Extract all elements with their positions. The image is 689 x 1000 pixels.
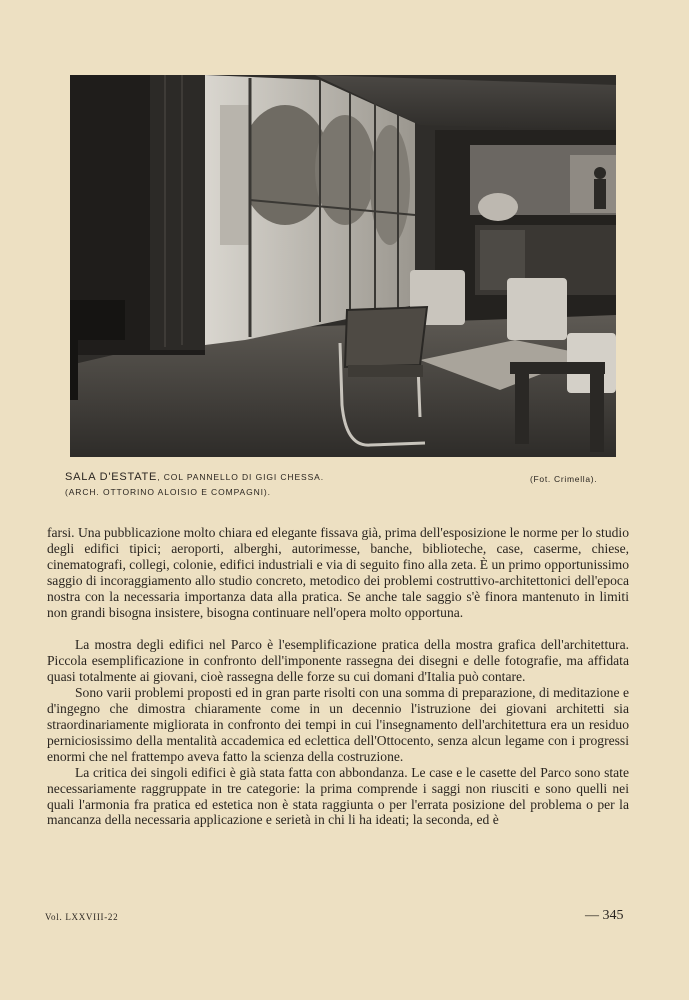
caption-line-2: (ARCH. OTTORINO ALOISIO E COMPAGNI). (65, 487, 271, 497)
article-body (47, 525, 629, 828)
caption-subtitle: , COL PANNELLO DI GIGI CHESSA. (157, 472, 325, 482)
photo-caption (65, 470, 465, 500)
volume-label: Vol. LXXVIII-22 (45, 912, 119, 922)
paragraph-2: La mostra degli edifici nel Parco è l'esemplificazione pratica della mostra grafica dell'architettura. Piccola esemplificazione in confronto dell'imponente rassegna dei disegni e delle fotografie, ma affidata quasi totalmente ai giovani, cioè rassegna delle forze su cui domani d'Italia può contare. (47, 637, 629, 685)
interior-photograph (70, 75, 616, 457)
page-number: — 345 (585, 908, 624, 923)
paragraph-3: Sono varii problemi proposti ed in gran parte risolti con una somma di preparazione, di meditazione e d'ingegno che dimostra chiaramente come in un decennio l'istruzione dei giovani architetti sia straordinariamente migliorata in confronto dei tempi in cui l'insegnamento dell'architettura era un residuo perniciosissimo della mentalità accademica ed eclettica dell'Ottocento, senza alcun legame con i progressi enormi che nel frattempo aveva fatto la scienza della costruzione. (47, 685, 629, 764)
caption-line-1 (65, 470, 465, 485)
caption-title: SALA D'ESTATE (65, 471, 158, 483)
summer-hall-photo-illustration (70, 75, 616, 457)
paragraph-4: La critica dei singoli edifici è già stata fatta con abbondanza. Le case e le casette del Parco sono state necessariamente raggruppate in tre categorie: la prima comprende i saggi non riusciti e sono quelli nei quali l'armonia fra pratica ed estetica non è stata raggiunta o per l'errata posizione del problema o per la mancanza della necessaria applicazione e serietà in chi li ha ideati; la seconda, ed è (47, 764, 629, 828)
paragraph-1: farsi. Una pubblicazione molto chiara ed elegante fissava già, prima dell'esposizione le norme per lo studio degli edifici tipici; aeroporti, alberghi, autorimesse, banche, biblioteche, case, caserme, chiese, cinematografi, collegi, colonie, edifici industriali e via di seguito fino alla zeta. È un primo opportunissimo saggio di incoraggiamento allo studio concreto, metodico dei problemi costruttivo-architettonici dell'epoca nostra con la necessaria importanza data alla pratica. Se anche tale saggio s'è finora mantenuto in limiti non grandi bisogna insistere, bisogna continuare nell'opera molto opportuna. (47, 525, 629, 620)
photo-credit: (Fot. Crimella). (530, 474, 598, 484)
